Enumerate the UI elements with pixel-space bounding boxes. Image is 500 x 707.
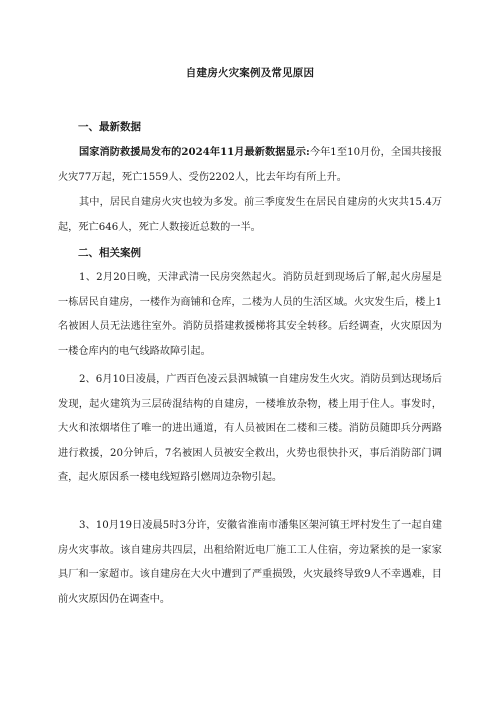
paragraph-lead-text: 国家消防救援局发布的2024年11月最新数据显示: — [79, 146, 310, 158]
paragraph-self-built-statistics: 其中，居民自建房火灾也较为多发。前三季度发生在居民自建房的火灾共15.4万起，死亡646人，死亡人数接近总数的一半。 — [58, 197, 442, 233]
section-heading-related-cases: 二、相关案例 — [78, 247, 141, 259]
document-title: 自建房火灾案例及常见原因 — [185, 67, 315, 79]
case-paragraph-anhui: 3、10月19日凌晨5时3分许，安徽省淮南市潘集区架河镇王坪村发生了一起自建房火灾事故。该自建房共四层，出租给附近电厂施工工人住宿，旁边紧挨的是一家家具厂和一家超市。该自建房在大火中遭到了严重损毁，火灾最终导致9人不幸遇难，目前火灾原因仍在调查中。 — [58, 520, 442, 605]
case-paragraph-guangxi: 2、6月10日凌晨，广西百色凌云县泗城镇一自建房发生火灾。消防员到达现场后发现，起火建筑为三层砖混结构的自建房，一楼堆放杂物，楼上用于住人。事发时，大火和浓烟堵住了唯一的进出通道，有人员被困在二楼和三楼。消防员随即兵分两路进行救援，20分钟后，7名被困人员被安全救出，火势也很快扑灭，事后消防部门调查，起火原因系一楼电线短路引燃周边杂物引起。 — [58, 374, 442, 483]
section-heading-latest-data: 一、最新数据 — [78, 121, 141, 133]
paragraph-national-statistics — [58, 140, 442, 190]
case-paragraph-tianjin: 1、2月20日晚，天津武清一民房突然起火。消防员赶到现场后了解,起火房屋是一栋居民自建房，一楼作为商铺和仓库，二楼为人员的生活区域。火灾发生后，楼上1名被困人员无法逃往室外。消防员搭建救援梯将其安全转移。后经调查，火灾原因为一楼仓库内的电气线路故障引起。 — [58, 272, 442, 357]
paragraph-body-text: 今年1至10月份，全国共接报火灾77万起，死亡1559人、受伤2202人，比去年均有所上升。 — [58, 147, 442, 183]
